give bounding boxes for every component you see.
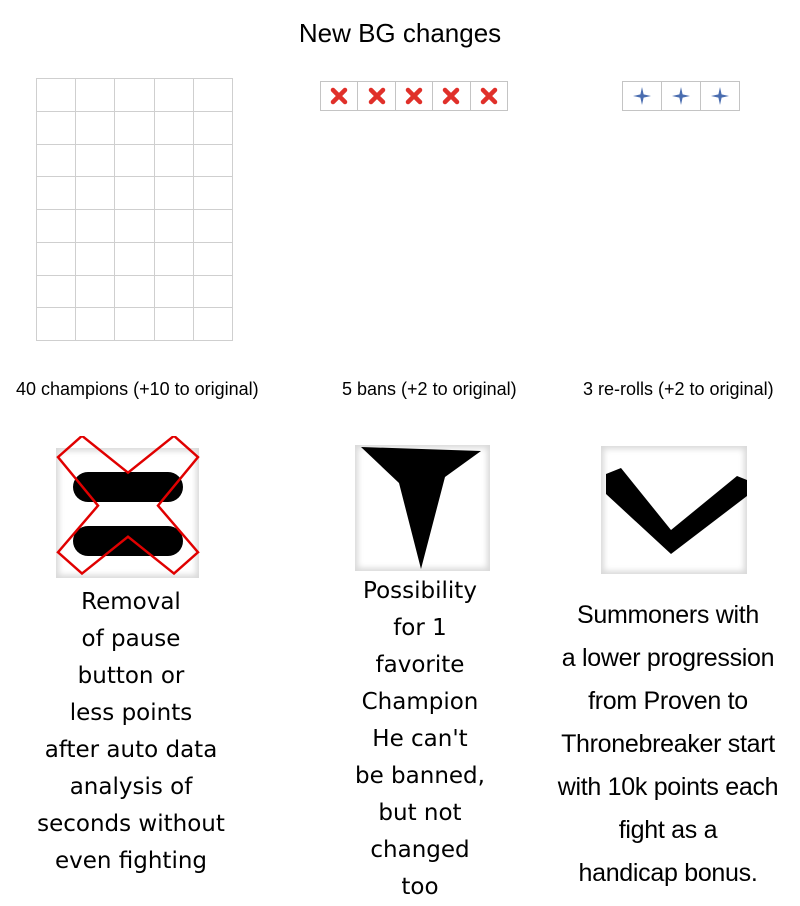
sparkle-icon <box>671 86 691 106</box>
ban-slot <box>433 82 470 110</box>
page-title: New BG changes <box>298 18 502 48</box>
bans-label: 5 bans (+2 to original) <box>342 379 517 399</box>
champion-slot <box>76 308 115 341</box>
sparkle-icon <box>710 86 730 106</box>
arrowhead-svg <box>355 445 490 571</box>
champion-slot <box>194 276 233 309</box>
champion-slot <box>37 112 76 145</box>
champion-slot <box>155 177 194 210</box>
champion-slot <box>194 79 233 112</box>
bans-strip <box>320 81 508 111</box>
champion-grid <box>36 78 233 341</box>
x-icon <box>405 87 423 105</box>
champion-slot <box>76 276 115 309</box>
champion-slot <box>194 177 233 210</box>
champion-slot <box>76 243 115 276</box>
reroll-description: Summoners with a lower progression from Proven to Thronebreaker start with 10k points each fight as a handicap bonus. <box>557 601 779 887</box>
champion-slot <box>155 145 194 178</box>
arrowhead-shape <box>361 447 481 569</box>
champion-slot <box>115 243 154 276</box>
rerolls-strip <box>622 81 740 111</box>
champion-slot <box>155 308 194 341</box>
champion-slot <box>37 177 76 210</box>
pause-bar-top <box>73 472 183 502</box>
champion-slot <box>37 79 76 112</box>
reroll-slot <box>662 82 701 110</box>
ban-slot <box>396 82 433 110</box>
rerolls-label: 3 re-rolls (+2 to original) <box>583 379 774 399</box>
champion-slot <box>76 210 115 243</box>
champion-slot <box>37 243 76 276</box>
champion-slot <box>194 210 233 243</box>
champion-slot <box>155 276 194 309</box>
champion-slot <box>115 308 154 341</box>
x-icon <box>480 87 498 105</box>
favorite-description: Possibility for 1 favorite Champion He can't be banned, but not changed too <box>355 578 485 900</box>
champion-slot <box>76 112 115 145</box>
pause-bar-bottom <box>73 526 183 556</box>
ban-slot <box>321 82 358 110</box>
pause-description: Removal of pause button or less points after auto data analysis of seconds without even fighting <box>37 589 225 874</box>
crossed-pause-icon <box>56 448 199 578</box>
champion-slot <box>115 79 154 112</box>
champion-slot <box>37 145 76 178</box>
champion-slot <box>194 243 233 276</box>
champion-slot <box>115 276 154 309</box>
ban-slot <box>358 82 395 110</box>
chevron-svg <box>601 446 747 574</box>
champion-slot <box>194 112 233 145</box>
champion-slot <box>155 112 194 145</box>
champion-slot <box>115 210 154 243</box>
champion-slot <box>194 308 233 341</box>
x-icon <box>368 87 386 105</box>
x-icon <box>330 87 348 105</box>
champion-slot <box>155 79 194 112</box>
champion-slot <box>76 79 115 112</box>
reroll-slot <box>623 82 662 110</box>
chevron-down-icon <box>601 446 747 574</box>
champion-slot <box>115 112 154 145</box>
champion-slot <box>115 145 154 178</box>
champion-slot <box>76 145 115 178</box>
champions-label: 40 champions (+10 to original) <box>16 379 259 399</box>
champion-slot <box>115 177 154 210</box>
champion-slot <box>155 243 194 276</box>
chevron-shape <box>606 468 747 554</box>
champion-slot <box>37 276 76 309</box>
down-arrowhead-icon <box>355 445 490 571</box>
crossed-pause-svg <box>48 436 208 576</box>
x-icon <box>442 87 460 105</box>
champion-slot <box>155 210 194 243</box>
champion-slot <box>37 308 76 341</box>
reroll-slot <box>701 82 739 110</box>
ban-slot <box>471 82 507 110</box>
sparkle-icon <box>632 86 652 106</box>
champion-slot <box>194 145 233 178</box>
champion-slot <box>76 177 115 210</box>
champion-slot <box>37 210 76 243</box>
